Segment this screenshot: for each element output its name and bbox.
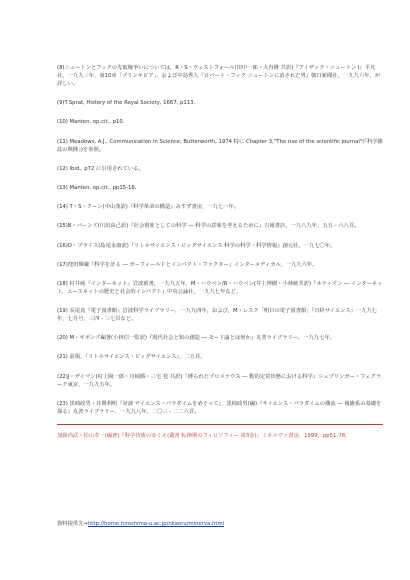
note-16: (16)D・プライス(島尾永康訳)『リトルサイエンス・ビッグサイエンス 科学の科学・科学情報』創元社，一九七〇年。 — [57, 242, 336, 249]
note-17: (17)窪田輝蔵『科学を計る ― ガーフィールドとインパクト・ファクター』インターメディカル，一九九六年。 — [57, 261, 318, 268]
citation-divider — [57, 424, 383, 425]
note-13: (13) Manten, op.cit., pp15-16. — [57, 184, 137, 191]
note-20: (20) M・ギボンズ編著(小林信一監訳)『現代社会と知の創造 ― モード論とは何か』丸善ライブラリー，一九九七年。 — [57, 335, 335, 342]
source-label: 資料提供先→ — [57, 521, 88, 527]
note-11: (11) Meadows, A.J., Communication in Science, Butterworth, 1974 特に Chapter 3,"The rise of the scientific journal"(『科学雑誌の興隆』)を参照。 — [57, 138, 383, 153]
note-21: (21) 前掲，『リトルサイエンス・ビッグサイエンス』，二五頁。 — [57, 354, 206, 361]
book-citation: 加藤尚武・松山寿一(編著)『科学技術のゆくえ(叢書 転換期のフィロソフィー 第3巻)』ミネルヴァ書房，1999，pp51-78. — [57, 433, 347, 439]
source-line — [57, 520, 224, 528]
note-15: (15)B・バーンズ(川出由己訳)『社会現象としての科学 ― 科学の意味を考えるために』吉岡書店，一九八九年，五五 - 六八頁。 — [57, 223, 360, 230]
note-10: (10) Manten, op.cit., p10. — [57, 119, 125, 126]
note-19: (19) 長尾真『電子図書館』岩波科学ライブラリー，一九九四年，および，M・レスク「明日の電子図書館」『日経サイエンス』一九九七年，七月号，三四 - 三七頁など。 — [57, 308, 378, 323]
note-23: (23) 黒崎政男・井関利明『対談 サイエンス・パラダイムをめぐって』，黒崎政男(編)『サイエンス・パラダイムの潮流 ― 複雑系の基礎を探る』丸善ライブラリー，一九九八年，二〇三 - 二二六頁。 — [57, 400, 382, 415]
note-12: (12) ibid., p72 に引用されている。 — [57, 165, 144, 172]
note-9: (9)T.Sprat, History of the Royal Society, 1667, p113. — [57, 100, 196, 107]
note-22: (22)J・ザイマン(村上陽一郎・川崎勝・三宅 苞 共訳)『縛られたプロメテウス ― 動的定常状態における科学』シュプリンガー・フェアラーク東京，一九九五年。 — [57, 373, 382, 388]
source-link[interactable]: http://home.hiroshima-u.ac.jp/nkaoru/minerva.html — [87, 521, 225, 527]
note-18: (18) 村井純『インターネット』岩波新書，一九九五年，M・ハウベン/R・ハウベン(井上博樹・小林統共訳)『ネティズン ― インターネット，ユースネットの歴史と社会的インパクト』中央公論社，一九九七年など。 — [57, 280, 383, 295]
notes-list — [57, 64, 383, 427]
note-14: (14) T・S・クーン(中山茂訳)『科学革命の構造』みすず書房，一九七一年。 — [57, 204, 240, 211]
note-8: (8)ニュートンとフックの先取権争いについては，R・S・ウェストフォール(田中一郎・大谷隆 共訳)『アイザック・ニュートン Ⅰ』平凡社，一九九三年，第10章「プリンキピア」，および中島秀人『ロバート・フック ニュートンに消された男』朝日新聞社，一九九六年，が詳しい。 — [57, 65, 381, 87]
